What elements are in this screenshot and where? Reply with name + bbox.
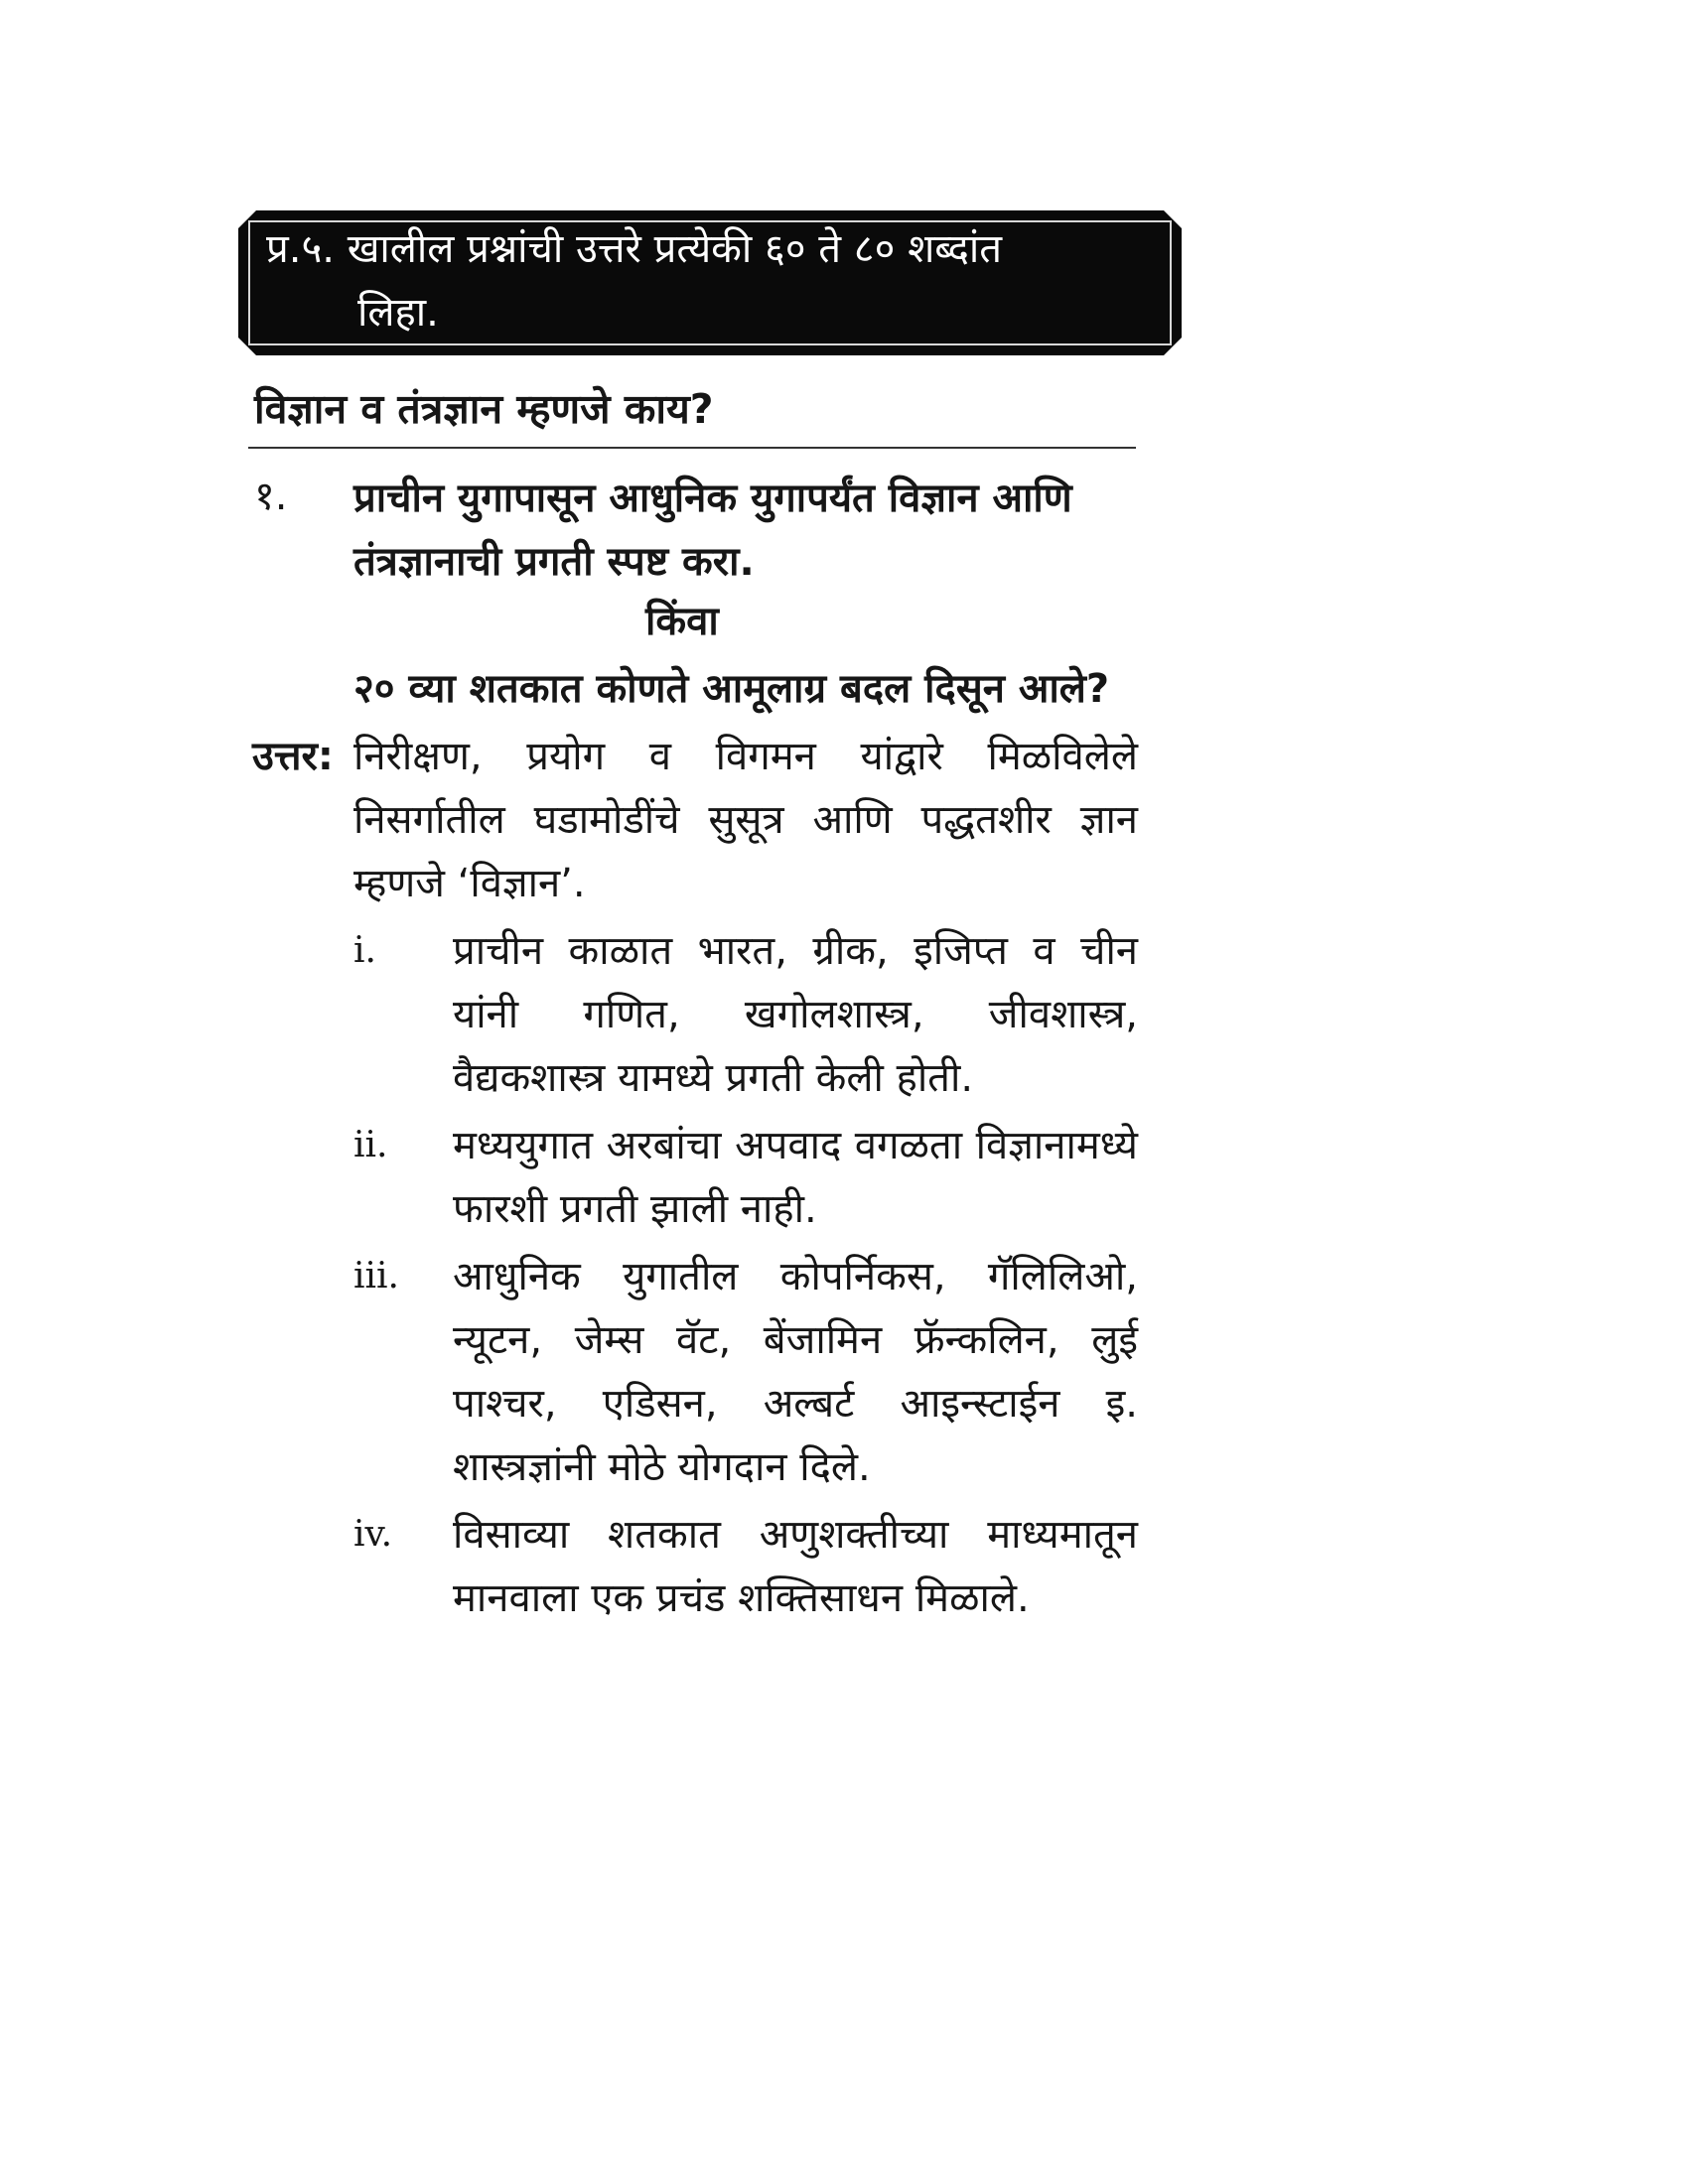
point-marker-1: i. [353,930,376,971]
alternate-question-text: २० व्या शतकात कोणते आमूलाग्र बदल दिसून आले? [353,666,1110,712]
point-marker-2: ii. [353,1125,388,1165]
topic-heading: विज्ञान व तंत्रज्ञान म्हणजे काय? [254,385,714,433]
or-label: किंवा [645,599,719,644]
section-header-line2: लिहा. [357,290,439,336]
answer-label: उत्तर: [252,734,334,779]
question-text: प्राचीन युगापासून आधुनिक युगापर्यंत विज्ञान आणि तंत्रज्ञानाची प्रगती स्पष्ट करा. [353,476,1072,585]
answer-point-3: आधुनिक युगातील कोपर्निकस, गॅलिलिओ, न्यूटन, जेम्स वॅट, बेंजामिन फ्रॅन्कलिन, लुई पाश्चर, एडिसन, अल्बर्ट आइन्स्टाईन इ. शास्त्रज्ञांनी मोठे योगदान दिले. [453,1254,1138,1490]
question-number: १. [254,474,288,519]
divider-rule [248,447,1136,449]
answer-point-2: मध्ययुगात अरबांचा अपवाद वगळता विज्ञानामध्ये फारशी प्रगती झाली नाही. [453,1123,1138,1232]
point-marker-3: iii. [353,1256,399,1297]
section-header-line1: प्र.५. खालील प्रश्नांची उत्तरे प्रत्येकी ६० ते ८० शब्दांत [266,226,1003,272]
point-marker-4: iv. [353,1514,393,1555]
answer-intro: निरीक्षण, प्रयोग व विगमन यांद्वारे मिळविलेले निसर्गातील घडामोडींचे सुसूत्र आणि पद्धतशीर ज्ञान म्हणजे ‘विज्ञान’. [353,734,1138,906]
answer-point-1: प्राचीन काळात भारत, ग्रीक, इजिप्त व चीन यांनी गणित, खगोलशास्त्र, जीवशास्त्र, वैद्यकशास्त्र यामध्ये प्रगती केली होती. [453,928,1138,1101]
answer-point-4: विसाव्या शतकात अणुशक्तीच्या माध्यमातून मानवाला एक प्रचंड शक्तिसाधन मिळाले. [453,1512,1138,1621]
